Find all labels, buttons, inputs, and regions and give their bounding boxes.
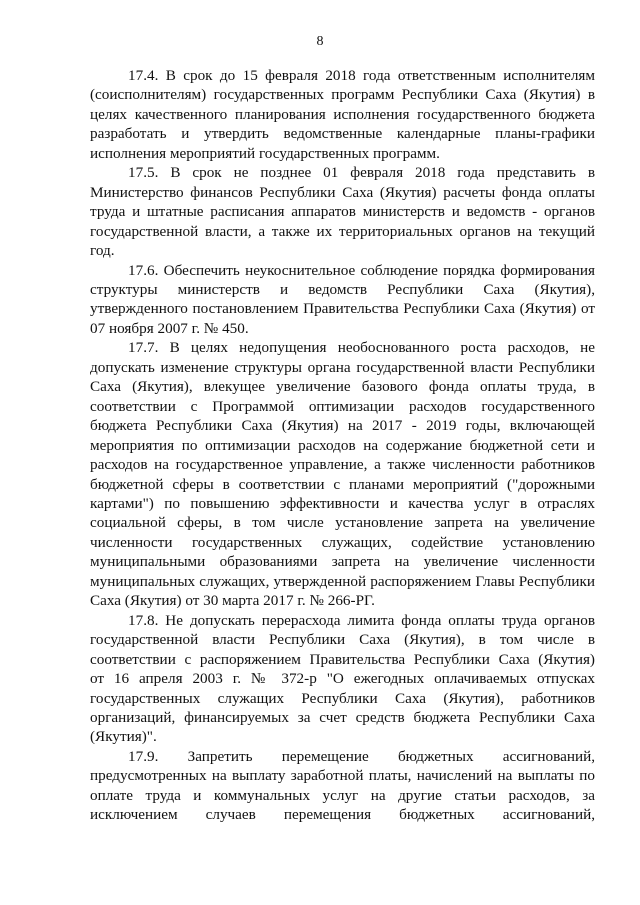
paragraph-line: утвержденного постановлением Правительства Республики Саха (Якутия) от [90, 300, 595, 318]
paragraph-line: целях качественного планирования исполнения государственного бюджета [90, 105, 595, 123]
paragraph-line: 17.5. В срок не позднее 01 февраля 2018 года представить в [128, 164, 595, 182]
paragraph-line: 17.9. Запретить перемещение бюджетных ассигнований, [128, 747, 595, 765]
paragraph-line: государственных служащих Республики Саха (Якутия), работников [90, 689, 595, 707]
paragraph-line: допускать изменение структуры органа государственной власти Республики [90, 358, 595, 376]
paragraph-line: (соисполнителям) государственных программ Республики Саха (Якутия) в [90, 86, 595, 104]
paragraph-line: Саха (Якутия) от 30 марта 2017 г. № 266-РГ. [90, 592, 375, 610]
paragraph-line: бюджета Республики Саха (Якутия) на 2017 - 2019 годы, включающей [90, 417, 595, 435]
page-number: 8 [316, 34, 324, 49]
paragraph-p17-6 [90, 261, 595, 339]
paragraph-line: разработать и утвердить ведомственные календарные планы-графики [90, 125, 595, 143]
paragraph-line: муниципальными образованиями запрета на увеличение численности [90, 553, 595, 571]
paragraph-line: мероприятия по оптимизации расходов на содержание бюджетной сети и [90, 436, 595, 454]
paragraph-line: от 16 апреля 2003 г. № 372-р "О ежегодных оплачиваемых отпусках [90, 670, 595, 688]
paragraph-line: 17.7. В целях недопущения необоснованного роста расходов, не [128, 339, 595, 357]
paragraph-p17-7 [90, 338, 595, 610]
paragraph-line: оплате труда и коммунальных услуг на другие статьи расходов, за [90, 786, 595, 804]
paragraph-line: Саха (Якутия), влекущее увеличение базового фонда оплаты труда, в [90, 378, 595, 396]
paragraph-line: государственной власти Республики Саха (Якутия), в том числе в [90, 631, 595, 649]
paragraph-p17-9 [90, 747, 595, 825]
paragraph-p17-4 [90, 66, 595, 163]
paragraph-line: 17.8. Не допускать перерасхода лимита фонда оплаты труда органов [128, 611, 595, 629]
paragraph-line: исключением случаев перемещения бюджетных ассигнований, [90, 806, 595, 824]
paragraph-line: Министерство финансов Республики Саха (Якутия) расчеты фонда оплаты [90, 183, 595, 201]
paragraph-p17-5 [90, 163, 595, 260]
paragraph-line: 17.6. Обеспечить неукоснительное соблюдение порядка формирования [128, 261, 595, 279]
paragraph-line: государственной власти, а также их территориальных органов на текущий [90, 222, 595, 240]
paragraph-line: социальной сферы, в том числе установление запрета на увеличение [90, 514, 595, 532]
paragraph-line: 17.4. В срок до 15 февраля 2018 года ответственным исполнителям [128, 67, 595, 84]
paragraph-line: предусмотренных на выплату заработной платы, начислений на выплаты по [90, 767, 595, 785]
paragraph-line: бюджетной сферы в соответствии с планами мероприятий ("дорожными [90, 475, 595, 493]
paragraph-line: муниципальных служащих, утвержденной распоряжением Главы Республики [90, 572, 595, 590]
paragraph-line: структуры министерств и ведомств Республики Саха (Якутия), [90, 280, 595, 298]
paragraph-line: организаций, финансируемых за счет средств бюджета Республики Саха [90, 708, 595, 726]
paragraph-line: (Якутия)". [90, 728, 157, 746]
paragraph-line: год. [90, 242, 115, 260]
paragraph-line: исполнения мероприятий государственных программ. [90, 144, 440, 162]
paragraph-p17-8 [90, 611, 595, 747]
paragraph-line: картами") по повышению эффективности и качества услуг в отраслях [90, 494, 595, 512]
paragraph-line: труда и штатные расписания аппаратов министерств и ведомств - органов [90, 203, 595, 221]
paragraph-line: 07 ноября 2007 г. № 450. [90, 319, 249, 337]
paragraph-line: соответствии с распоряжением Правительства Республики Саха (Якутия) [90, 650, 595, 668]
document-body [90, 66, 595, 825]
paragraph-line: расходов на государственное управление, а также численности работников [90, 456, 595, 474]
paragraph-line: соответствии с Программой оптимизации расходов государственного [90, 397, 595, 415]
paragraph-line: численности государственных служащих, содействие установлению [90, 533, 595, 551]
